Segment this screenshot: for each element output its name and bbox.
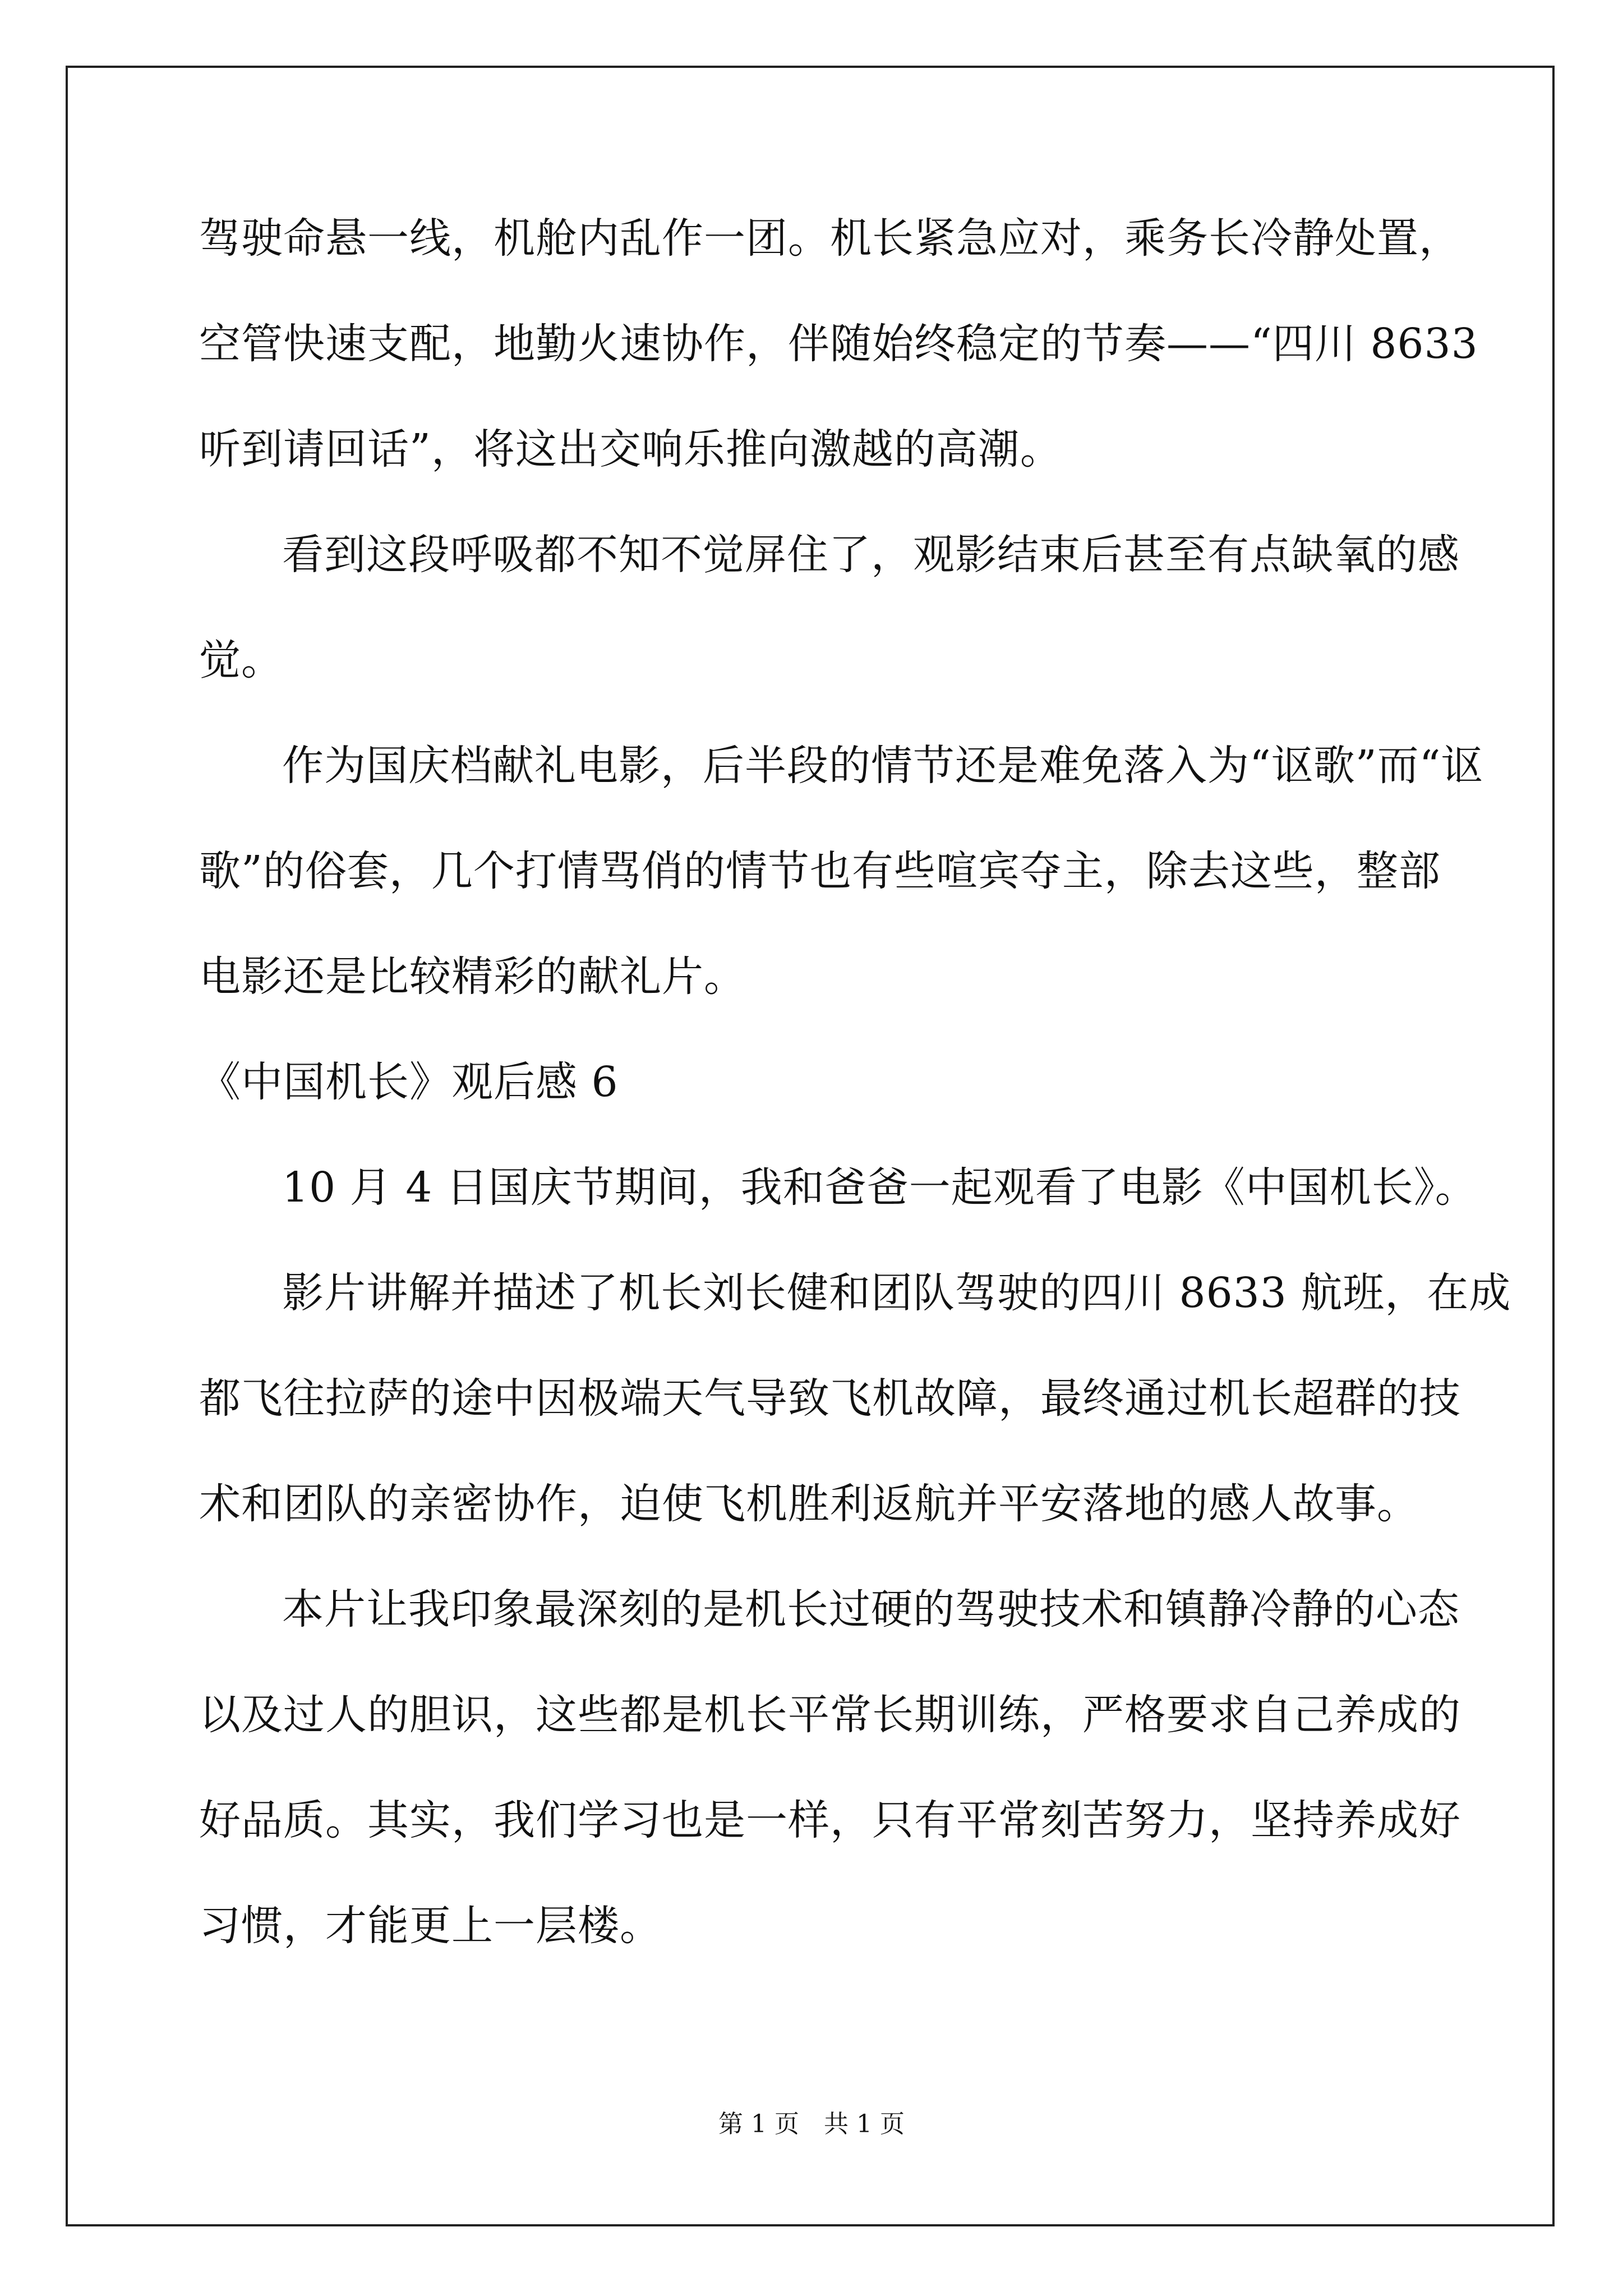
- text-line: 驾驶命悬一线，机舱内乱作一团。机长紧急应对，乘务长冷静处置，: [199, 214, 1461, 263]
- text-line: 习惯，才能更上一层楼。: [199, 1902, 662, 1950]
- section-heading: 《中国机长》观后感 6: [199, 1058, 619, 1106]
- text-line: 听到请回话”，将这出交响乐推向激越的高潮。: [199, 425, 1062, 473]
- paragraph-start-line: 作为国庆档献礼电影，后半段的情节还是难免落入为“讴歌”而“讴: [282, 742, 1483, 790]
- text-line: 都飞往拉萨的途中因极端天气导致飞机故障，最终通过机长超群的技: [199, 1374, 1461, 1423]
- text-line: 好品质。其实，我们学习也是一样，只有平常刻苦努力，坚持养成好: [199, 1796, 1461, 1844]
- page-footer: 第 1 页 共 1 页: [718, 2110, 905, 2138]
- text-line: 歌”的俗套，几个打情骂俏的情节也有些喧宾夺主，除去这些，整部: [199, 847, 1441, 895]
- text-line: 空管快速支配，地勤火速协作，伴随始终稳定的节奏——“四川 8633: [199, 320, 1478, 368]
- text-line: 术和团队的亲密协作，迫使飞机胜利返航并平安落地的感人故事。: [199, 1480, 1419, 1528]
- text-line: 以及过人的胆识，这些都是机长平常长期训练，严格要求自己养成的: [199, 1691, 1461, 1739]
- text-line: 电影还是比较精彩的献礼片。: [199, 953, 746, 1001]
- paragraph-start-line: 影片讲解并描述了机长刘长健和团队驾驶的四川 8633 航班，在成: [282, 1269, 1511, 1317]
- paragraph-start-line: 10 月 4 日国庆节期间，我和爸爸一起观看了电影《中国机长》。: [282, 1163, 1477, 1212]
- paragraph-start-line: 看到这段呼吸都不知不觉屏住了，观影结束后甚至有点缺氧的感: [282, 531, 1460, 579]
- paragraph-start-line: 本片让我印象最深刻的是机长过硬的驾驶技术和镇静冷静的心态: [282, 1585, 1460, 1634]
- text-line: 觉。: [199, 636, 283, 684]
